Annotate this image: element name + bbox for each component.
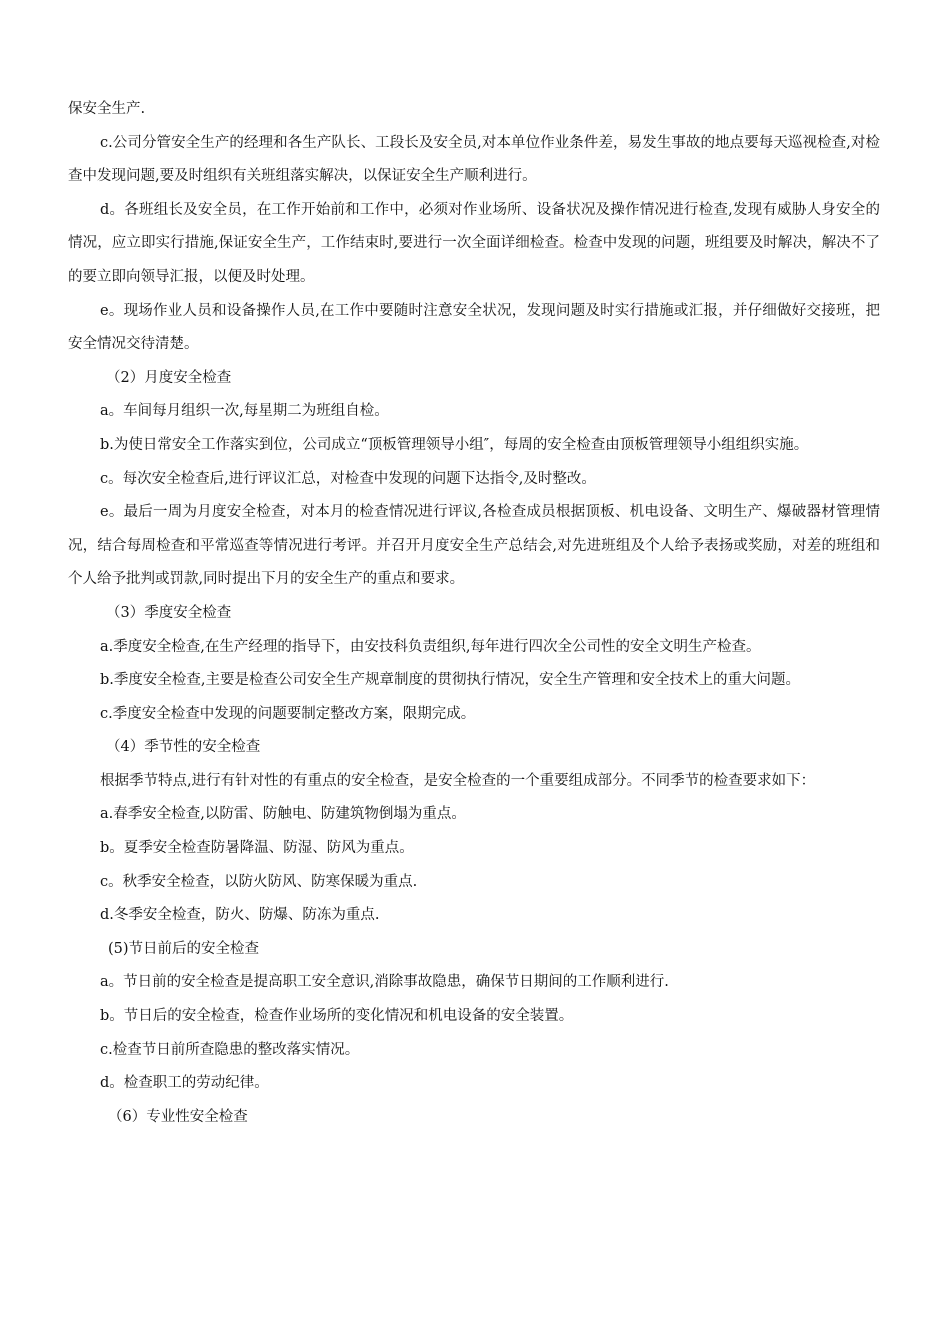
list-item: b.季度安全检查,主要是检查公司安全生产规章制度的贯彻执行情况，安全生产管理和安全技术上的重大问题。 <box>100 672 800 689</box>
list-item: a。节日前的安全检查是提高职工安全意识,消除事故隐患，确保节日期间的工作顺利进行. <box>100 974 669 991</box>
list-item: b。节日后的安全检查，检查作业场所的变化情况和机电设备的安全装置。 <box>100 1008 574 1025</box>
section-heading: （3）季度安全检查 <box>106 604 232 621</box>
list-item: c.公司分管安全生产的经理和各生产队长、工段长及安全员,对本单位作业条件差，易发生事故的地点要每天巡视检查,对检查中发现问题,要及时组织有关班组落实解决，以保证安全生产顺利进行。 <box>68 134 880 185</box>
list-item: d。检查职工的劳动纪律。 <box>100 1075 269 1092</box>
list-item: a.季度安全检查,在生产经理的指导下，由安技科负责组织,每年进行四次全公司性的安全文明生产检查。 <box>100 638 761 655</box>
section-heading: （4）季节性的安全检查 <box>106 739 261 756</box>
list-item: a.春季安全检查,以防雷、防触电、防建筑物倒塌为重点。 <box>100 806 466 823</box>
list-item: d。各班组长及安全员，在工作开始前和工作中，必须对作业场所、设备状况及操作情况进行检查,发现有威胁人身安全的情况，应立即实行措施,保证安全生产，工作结束时,要进行一次全面详细检查。检查中发现的问题，班组要及时解决，解决不了的要立即向领导汇报，以便及时处理。 <box>68 201 880 285</box>
list-item: c。每次安全检查后,进行评议汇总，对检查中发现的问题下达指令,及时整改。 <box>100 470 596 487</box>
section-heading: （2）月度安全检查 <box>106 369 232 386</box>
list-item: 根据季节特点,进行有针对性的有重点的安全检查，是安全检查的一个重要组成部分。不同季节的检查要求如下： <box>100 772 816 789</box>
list-item: b。夏季安全检查防暑降温、防湿、防风为重点。 <box>100 840 414 857</box>
section-heading: (5)节日前后的安全检查 <box>108 940 260 957</box>
list-item: c。秋季安全检查，以防火防风、防寒保暖为重点. <box>100 873 418 890</box>
section-heading: （6）专业性安全检查 <box>108 1108 248 1125</box>
list-item: c.季度安全检查中发现的问题要制定整改方案，限期完成。 <box>100 705 476 722</box>
list-item: c.检查节日前所查隐患的整改落实情况。 <box>100 1041 360 1058</box>
paragraph-continuation: 保安全生产. <box>68 101 146 117</box>
list-item: b.为使日常安全工作落实到位，公司成立“顶板管理领导小组″，每周的安全检查由顶板管理领导小组组织实施。 <box>100 436 809 453</box>
list-item: d.冬季安全检查，防火、防爆、防冻为重点. <box>100 907 380 924</box>
list-item: e。现场作业人员和设备操作人员,在工作中要随时注意安全状况，发现问题及时实行措施或汇报，并仔细做好交接班，把安全情况交待清楚。 <box>68 302 880 353</box>
list-item: a。车间每月组织一次,每星期二为班组自检。 <box>100 403 389 420</box>
list-item: e。最后一周为月度安全检查，对本月的检查情况进行评议,各检查成员根据顶板、机电设备、文明生产、爆破器材管理情况，结合每周检查和平常巡查等情况进行考评。并召开月度安全生产总结会,对先进班组及个人给予表扬或奖励，对差的班组和个人给予批判或罚款,同时提出下月的安全生产的重点和要求。 <box>68 504 880 588</box>
